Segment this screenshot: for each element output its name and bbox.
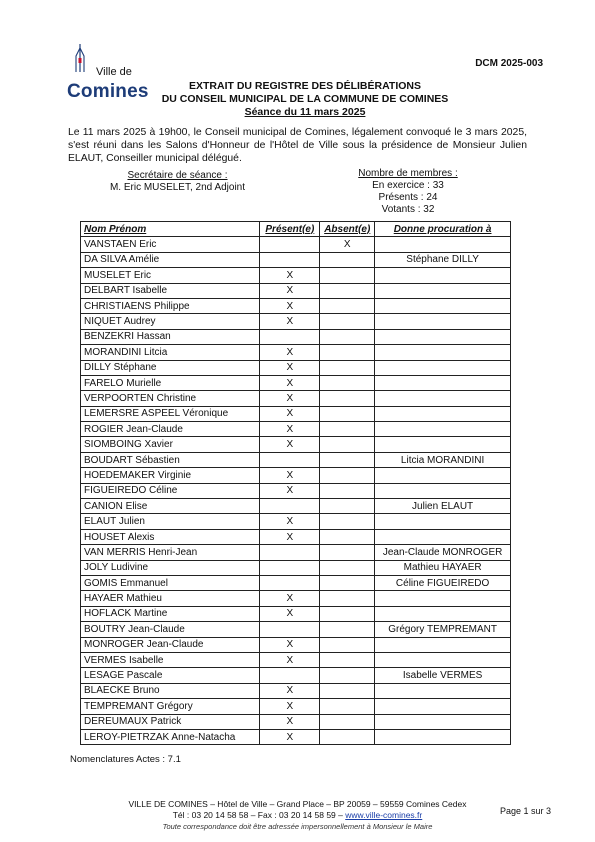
proxy-cell <box>375 391 511 406</box>
present-cell: X <box>260 298 320 313</box>
members-en-exercice: En exercice : 33 <box>372 180 444 191</box>
footer-contact: Tél : 03 20 14 58 58 – Fax : 03 20 14 58 59 – www.ville-comines.fr <box>172 810 423 820</box>
absent-cell <box>320 622 375 637</box>
absent-cell: X <box>320 237 375 252</box>
member-name: DEREUMAUX Patrick <box>81 714 260 729</box>
absent-cell <box>320 606 375 621</box>
proxy-cell: Litcia MORANDINI <box>375 452 511 467</box>
footer-address: VILLE DE COMINES – Hôtel de Ville – Grand Place – BP 20059 – 59559 Comines Cedex <box>128 799 467 809</box>
table-row <box>81 668 511 683</box>
member-name: LEMERSRE ASPEEL Véronique <box>81 406 260 421</box>
present-cell <box>260 545 320 560</box>
deliberation-reference: DCM 2025-003 <box>475 58 543 69</box>
member-name: VANSTAEN Eric <box>81 237 260 252</box>
header-name: Nom Prénom <box>81 222 260 237</box>
proxy-cell <box>375 360 511 375</box>
session-date: Séance du 11 mars 2025 <box>244 106 366 118</box>
proxy-cell <box>375 483 511 498</box>
proxy-cell <box>375 683 511 698</box>
absent-cell <box>320 683 375 698</box>
table-row <box>81 422 511 437</box>
members-block <box>348 168 468 216</box>
absent-cell <box>320 545 375 560</box>
member-name: BLAECKE Bruno <box>81 683 260 698</box>
present-cell <box>260 575 320 590</box>
present-cell <box>260 499 320 514</box>
proxy-cell <box>375 699 511 714</box>
present-cell: X <box>260 637 320 652</box>
absent-cell <box>320 699 375 714</box>
absent-cell <box>320 360 375 375</box>
table-row <box>81 652 511 667</box>
header-proxy: Donne procuration à <box>375 222 511 237</box>
present-cell: X <box>260 652 320 667</box>
table-row <box>81 283 511 298</box>
nomenclature-note: Nomenclatures Actes : 7.1 <box>70 754 181 765</box>
member-name: CHRISTIAENS Philippe <box>81 298 260 313</box>
member-name: MUSELET Eric <box>81 268 260 283</box>
absent-cell <box>320 391 375 406</box>
proxy-cell <box>375 729 511 744</box>
absent-cell <box>320 437 375 452</box>
proxy-cell: Isabelle VERMES <box>375 668 511 683</box>
absent-cell <box>320 652 375 667</box>
present-cell <box>260 252 320 267</box>
absent-cell <box>320 514 375 529</box>
member-name: DILLY Stéphane <box>81 360 260 375</box>
member-name: LESAGE Pascale <box>81 668 260 683</box>
present-cell: X <box>260 345 320 360</box>
proxy-cell <box>375 237 511 252</box>
table-row <box>81 237 511 252</box>
table-row <box>81 545 511 560</box>
proxy-cell <box>375 652 511 667</box>
proxy-cell: Stéphane DILLY <box>375 252 511 267</box>
proxy-cell <box>375 345 511 360</box>
proxy-cell <box>375 314 511 329</box>
absent-cell <box>320 529 375 544</box>
absent-cell <box>320 329 375 344</box>
attendance-table <box>80 221 511 745</box>
absent-cell <box>320 452 375 467</box>
member-name: SIOMBOING Xavier <box>81 437 260 452</box>
member-name: DA SILVA Amélie <box>81 252 260 267</box>
page-number: Page 1 sur 3 <box>499 806 551 816</box>
table-row <box>81 714 511 729</box>
absent-cell <box>320 468 375 483</box>
proxy-cell <box>375 468 511 483</box>
proxy-cell: Céline FIGUEIREDO <box>375 575 511 590</box>
present-cell: X <box>260 375 320 390</box>
absent-cell <box>320 375 375 390</box>
footer-phone: Tél : 03 20 14 58 58 – Fax : 03 20 14 58 59 <box>172 810 336 820</box>
proxy-cell <box>375 514 511 529</box>
table-row <box>81 329 511 344</box>
proxy-cell <box>375 268 511 283</box>
header-absent: Absent(e) <box>320 222 375 237</box>
logo-ville-text: Ville de <box>96 66 132 78</box>
member-name: HOFLACK Martine <box>81 606 260 621</box>
document-title: EXTRAIT DU REGISTRE DES DÉLIBÉRATIONS <box>189 80 421 92</box>
secretary-block <box>100 170 255 194</box>
member-name: FARELO Murielle <box>81 375 260 390</box>
table-row <box>81 406 511 421</box>
table-row <box>81 699 511 714</box>
absent-cell <box>320 252 375 267</box>
absent-cell <box>320 591 375 606</box>
proxy-cell <box>375 422 511 437</box>
footer-correspondence-note: Toute correspondance doit être adressée impersonnellement à Monsieur le Maire <box>162 822 433 831</box>
proxy-cell <box>375 329 511 344</box>
member-name: MONROGER Jean-Claude <box>81 637 260 652</box>
present-cell: X <box>260 468 320 483</box>
website-link[interactable]: www.ville-comines.fr <box>345 810 423 820</box>
member-name: GOMIS Emmanuel <box>81 575 260 590</box>
table-row <box>81 452 511 467</box>
present-cell: X <box>260 283 320 298</box>
absent-cell <box>320 422 375 437</box>
member-name: HOEDEMAKER Virginie <box>81 468 260 483</box>
table-row <box>81 437 511 452</box>
table-row <box>81 375 511 390</box>
member-name: BOUTRY Jean-Claude <box>81 622 260 637</box>
table-row <box>81 606 511 621</box>
table-row <box>81 529 511 544</box>
present-cell: X <box>260 406 320 421</box>
absent-cell <box>320 268 375 283</box>
present-cell: X <box>260 606 320 621</box>
absent-cell <box>320 283 375 298</box>
member-name: VERPOORTEN Christine <box>81 391 260 406</box>
absent-cell <box>320 406 375 421</box>
present-cell: X <box>260 422 320 437</box>
present-cell <box>260 668 320 683</box>
table-row <box>81 298 511 313</box>
table-row <box>81 622 511 637</box>
present-cell: X <box>260 729 320 744</box>
member-name: MORANDINI Litcia <box>81 345 260 360</box>
secretary-label: Secrétaire de séance : <box>127 170 228 181</box>
proxy-cell <box>375 406 511 421</box>
absent-cell <box>320 637 375 652</box>
absent-cell <box>320 714 375 729</box>
proxy-cell: Julien ELAUT <box>375 499 511 514</box>
table-row <box>81 252 511 267</box>
absent-cell <box>320 499 375 514</box>
members-label: Nombre de membres : <box>358 168 458 179</box>
table-row <box>81 575 511 590</box>
present-cell: X <box>260 391 320 406</box>
proxy-cell <box>375 529 511 544</box>
table-row <box>81 683 511 698</box>
present-cell: X <box>260 699 320 714</box>
member-name: ROGIER Jean-Claude <box>81 422 260 437</box>
absent-cell <box>320 560 375 575</box>
proxy-cell <box>375 637 511 652</box>
present-cell: X <box>260 314 320 329</box>
member-name: VAN MERRIS Henri-Jean <box>81 545 260 560</box>
proxy-cell <box>375 714 511 729</box>
table-row <box>81 483 511 498</box>
intro-paragraph: Le 11 mars 2025 à 19h00, le Conseil municipal de Comines, légalement convoqué le 3 mars 2025, s'est réuni dans les Salons d'Honneur de l'Hôtel de Ville sous la présidence de Monsieur Julien ELAUT, Conseiller municipal délégué. <box>68 127 527 164</box>
present-cell: X <box>260 714 320 729</box>
proxy-cell: Jean-Claude MONROGER <box>375 545 511 560</box>
member-name: VERMES Isabelle <box>81 652 260 667</box>
table-row <box>81 514 511 529</box>
absent-cell <box>320 314 375 329</box>
members-presents: Présents : 24 <box>378 192 438 203</box>
proxy-cell <box>375 298 511 313</box>
member-name: BOUDART Sébastien <box>81 452 260 467</box>
present-cell <box>260 560 320 575</box>
logo-comines-text: Comines <box>67 81 149 102</box>
member-name: DELBART Isabelle <box>81 283 260 298</box>
church-tower-icon <box>70 44 92 74</box>
proxy-cell <box>375 437 511 452</box>
table-row <box>81 560 511 575</box>
proxy-cell <box>375 591 511 606</box>
table-row <box>81 391 511 406</box>
member-name: TEMPREMANT Grégory <box>81 699 260 714</box>
member-name: NIQUET Audrey <box>81 314 260 329</box>
present-cell: X <box>260 268 320 283</box>
table-row <box>81 468 511 483</box>
present-cell: X <box>260 437 320 452</box>
table-row <box>81 268 511 283</box>
present-cell: X <box>260 591 320 606</box>
absent-cell <box>320 668 375 683</box>
member-name: HAYAER Mathieu <box>81 591 260 606</box>
present-cell: X <box>260 514 320 529</box>
present-cell: X <box>260 360 320 375</box>
table-row <box>81 637 511 652</box>
present-cell <box>260 237 320 252</box>
table-header-row <box>81 222 511 237</box>
proxy-cell: Grégory TEMPREMANT <box>375 622 511 637</box>
present-cell: X <box>260 483 320 498</box>
absent-cell <box>320 483 375 498</box>
header-present: Présent(e) <box>260 222 320 237</box>
member-name: JOLY Ludivine <box>81 560 260 575</box>
present-cell <box>260 622 320 637</box>
table-row <box>81 591 511 606</box>
present-cell: X <box>260 683 320 698</box>
members-votants: Votants : 32 <box>381 204 435 215</box>
document-subtitle: DU CONSEIL MUNICIPAL DE LA COMMUNE DE COMINES <box>161 93 449 105</box>
member-name: HOUSET Alexis <box>81 529 260 544</box>
absent-cell <box>320 298 375 313</box>
table-row <box>81 360 511 375</box>
proxy-cell: Mathieu HAYAER <box>375 560 511 575</box>
member-name: LEROY-PIETRZAK Anne-Natacha <box>81 729 260 744</box>
member-name: BENZEKRI Hassan <box>81 329 260 344</box>
member-name: FIGUEIREDO Céline <box>81 483 260 498</box>
proxy-cell <box>375 375 511 390</box>
proxy-cell <box>375 283 511 298</box>
present-cell: X <box>260 529 320 544</box>
table-row <box>81 499 511 514</box>
table-row <box>81 729 511 744</box>
table-row <box>81 345 511 360</box>
member-name: ELAUT Julien <box>81 514 260 529</box>
absent-cell <box>320 729 375 744</box>
proxy-cell <box>375 606 511 621</box>
present-cell <box>260 329 320 344</box>
secretary-name: M. Eric MUSELET, 2nd Adjoint <box>109 182 246 193</box>
member-name: CANION Elise <box>81 499 260 514</box>
present-cell <box>260 452 320 467</box>
absent-cell <box>320 575 375 590</box>
table-row <box>81 314 511 329</box>
absent-cell <box>320 345 375 360</box>
